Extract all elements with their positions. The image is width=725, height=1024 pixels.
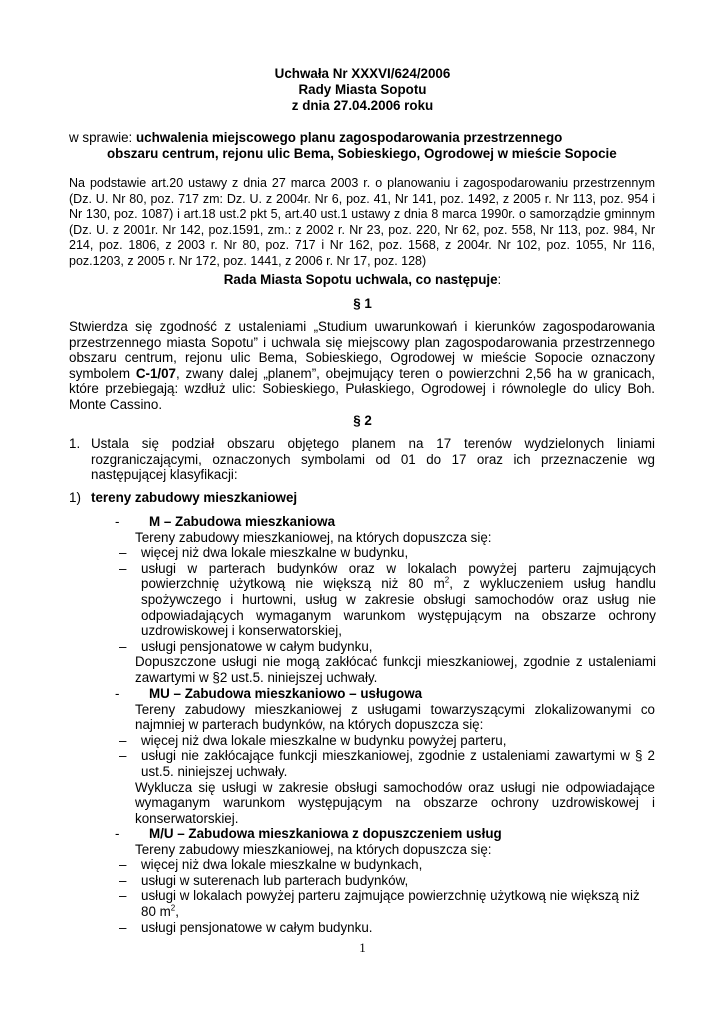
- subject-prefix: w sprawie:: [69, 130, 136, 145]
- zone-m-slash-u: [115, 826, 655, 935]
- zone-m-heading: M – Zabudowa mieszkaniowa: [149, 514, 336, 529]
- plan-symbol: C-1/07: [135, 365, 177, 381]
- zone-mu-note: Wyklucza się usługi w zakresie obsługi samochodów oraz usługi nie odpowiadające wymaganym warunkom występującym na obszarze ochrony uzdrowiskowej i konserwatorskiej.: [135, 779, 655, 826]
- category-1: [69, 490, 655, 506]
- section-2-title: § 2: [353, 413, 372, 428]
- legal-basis: Na podstawie art.20 ustawy z dnia 27 marca 2003 r. o planowaniu i zagospodarowaniu przestrzennym (Dz. U. Nr 80, poz. 717 zm: Dz. U. z 2004r. Nr 6, poz. 41, Nr 141, poz. 1492, z 2005 r. Nr 113, poz. 954 i Nr 130, poz. 1087) i art.18 ust.2 pkt 5, art.40 ust.1 ustawy z dnia 8 marca 1990r. o samorządzie gminnym (Dz. U. z 2001r. Nr 142, poz.1591, zm.: z 2002 r. Nr 23, poz. 220, Nr 62, poz. 558, Nr 113, poz. 984, Nr 214, poz. 1806, z 2003 r. Nr 80, poz. 717 i Nr 162, poz. 1568, z 2004r. Nr 102, poz. 1055, Nr 116, poz.1203, z 2005 r. Nr 172, poz. 1441, z 2006 r. Nr 17, poz. 128): [69, 176, 655, 268]
- list-dash: -: [115, 826, 120, 841]
- list-item: – usługi w lokalach powyżej parteru zajmujące powierzchnię użytkową nie większą niż 80 $m^2$,: [119, 888, 640, 919]
- zone-m-slash-u-heading: M/U – Zabudowa mieszkaniowa z dopuszczeniem usług: [149, 826, 502, 841]
- list-dash: -: [115, 514, 120, 529]
- list-item: – więcej niż dwa lokale mieszkalne w budynku powyżej parteru,: [119, 732, 507, 748]
- section-2-point-1: [69, 436, 655, 483]
- list-item: – więcej niż dwa lokale mieszkalne w budynku,: [119, 545, 409, 561]
- zone-mu: [115, 686, 655, 826]
- list-item: – usługi w suterenach lub parterach budynków,: [119, 872, 409, 888]
- subject-line-1: uchwalenia miejscowego planu zagospodarowania przestrzennego: [135, 130, 563, 145]
- list-item: – usługi nie zakłócające funkcji mieszkaniowej, zgodnie z ustaleniami zawartymi w § 2 ust.5. niniejszej uchwały.: [119, 748, 655, 779]
- document-title: [0, 66, 725, 114]
- subject-line-2: obszaru centrum, rejonu ulic Bema, Sobieskiego, Ogrodowej w mieście Sopocie: [107, 145, 617, 161]
- zone-m-intro: Tereny zabudowy mieszkaniowej, na których dopuszcza się:: [135, 529, 492, 545]
- resolves-heading: Rada Miasta Sopotu uchwala, co następuje:: [223, 272, 502, 287]
- section-1-text: Stwierdza się zgodność z ustaleniami „Studium uwarunkowań i kierunków zagospodarowania przestrzennego miasta Sopotu” i uchwala się miejscowy plan zagospodarowania przestrzennego obszaru centrum, rejonu ulic Bema, Sobieskiego, Ogrodowej w mieście Sopocie oznaczony symbolem C-1/07, zwany dalej „planem”, obejmujący teren o powierzchni 2,56 ha w granicach, które przebiegają: wzdłuż ulic: Sobieskiego, Pułaskiego, Ogrodowej i równolegle do ulicy Boh. Monte Cassino.: [69, 319, 655, 412]
- list-item: – więcej niż dwa lokale mieszkalne w budynkach,: [119, 857, 423, 873]
- resolution-date: z dnia 27.04.2006 roku: [291, 98, 434, 113]
- list-item: – usługi pensjonatowe w całym budynku,: [119, 638, 373, 654]
- zone-m-slash-u-intro: Tereny zabudowy mieszkaniowej, na których dopuszcza się:: [135, 841, 492, 857]
- list-item: – usługi pensjonatowe w całym budynku.: [119, 919, 373, 935]
- zone-mu-intro: Tereny zabudowy mieszkaniowej z usługami towarzyszącymi zlokalizowanymi co najmniej w parterach budynków, na których dopuszcza się:: [135, 701, 655, 733]
- category-number: 1): [69, 490, 81, 505]
- list-dash: -: [115, 686, 120, 701]
- point-text: Ustala się podział obszaru objętego planem na 17 terenów wydzielonych liniami rozgraniczającymi, oznaczonych symbolami od 01 do 17 oraz ich przeznaczenie wg następującej klasyfikacji:: [91, 436, 655, 483]
- section-1-title: § 1: [353, 296, 372, 311]
- zone-m: [115, 514, 655, 686]
- resolution-number: Uchwała Nr XXXVI/624/2006: [274, 66, 451, 81]
- zone-m-note: Dopuszczone usługi nie mogą zakłócać funkcji mieszkaniowej, zgodnie z ustaleniami zawartymi w §2 ust.5. niniejszej uchwały.: [135, 654, 656, 685]
- list-item: – usługi w parterach budynków oraz w lokalach powyżej parteru zajmujących powierzchnię użytkową nie większą niż 80 $m^2$, z wykluczeniem usług handlu spożywczego i hurtowni, usług w zakresie obsługi samochodów oraz usług nie odpowiadających wymaganym warunkom występującym na obszarze ochrony uzdrowiskowej i konserwatorskiej,: [119, 560, 656, 639]
- point-number: 1.: [69, 436, 81, 451]
- resolution-subject: [69, 130, 669, 161]
- page-number: 1: [359, 940, 366, 955]
- category-title: tereny zabudowy mieszkaniowej: [91, 490, 298, 505]
- zone-mu-heading: MU – Zabudowa mieszkaniowo – usługowa: [149, 686, 423, 701]
- council-name: Rady Miasta Sopotu: [298, 82, 427, 97]
